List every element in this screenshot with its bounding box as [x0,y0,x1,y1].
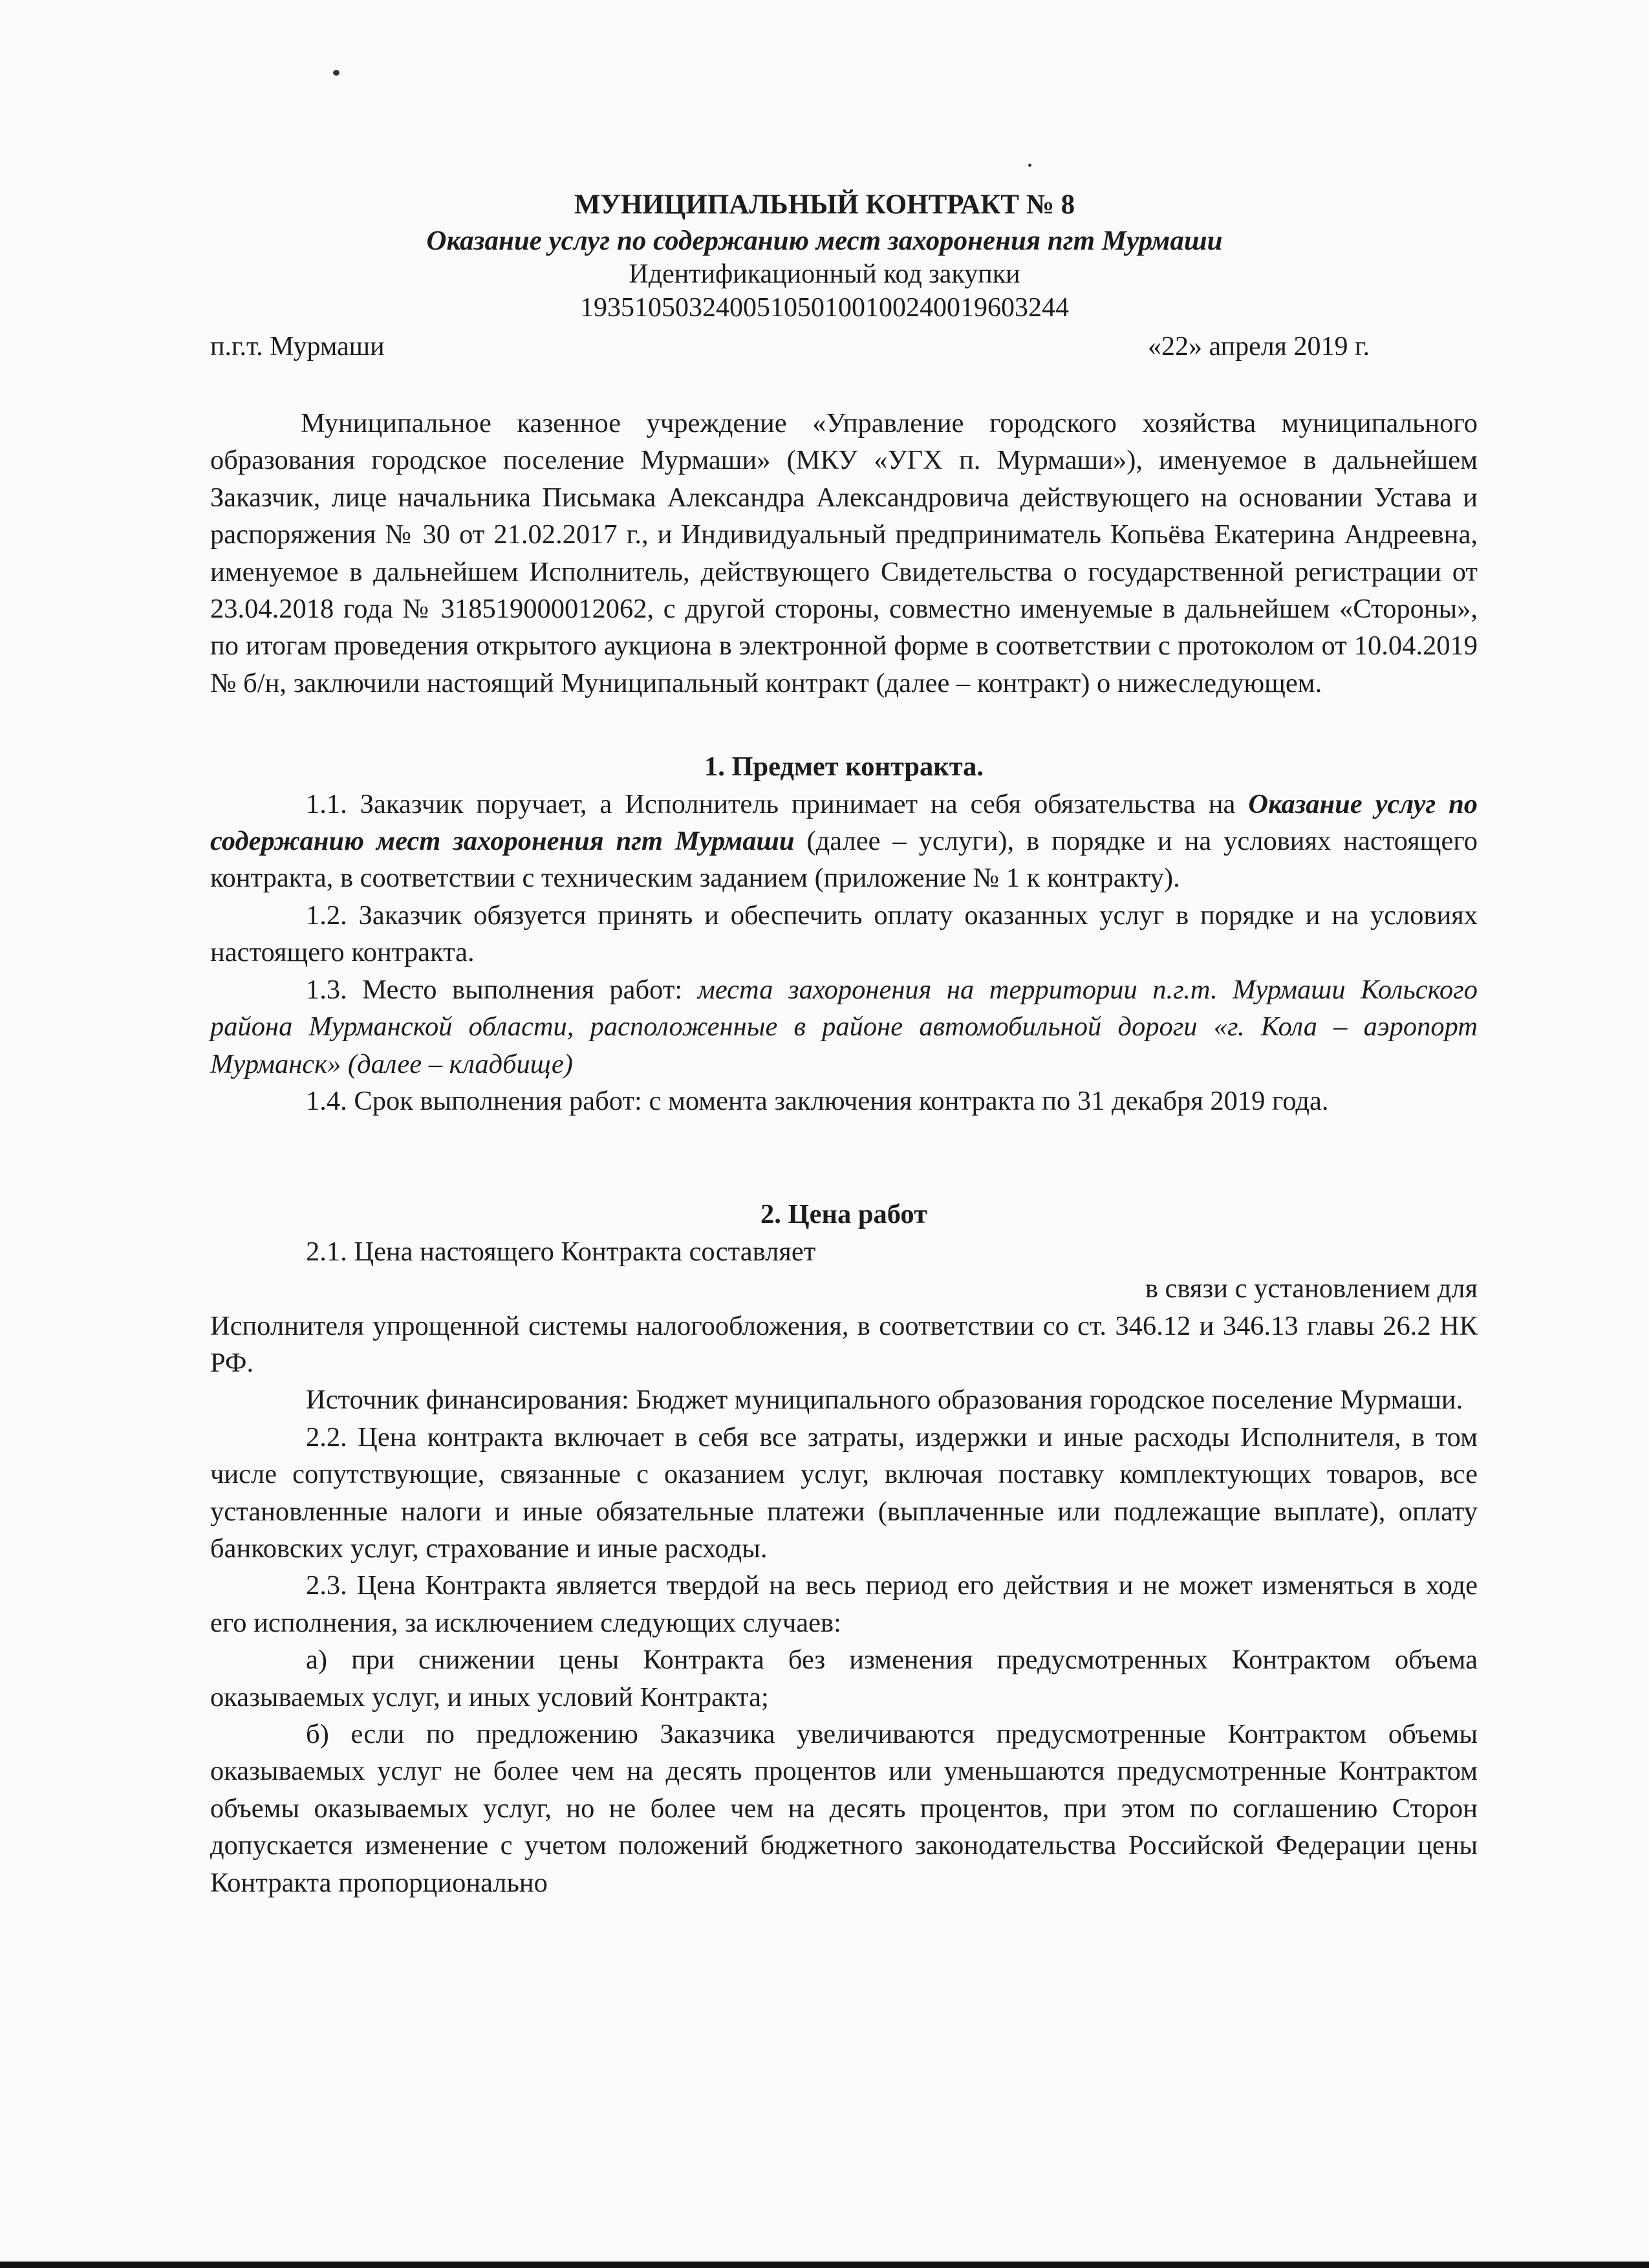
section-2-heading: 2. Цена работ [760,1199,927,1230]
funding-source: Источник финансирования: Бюджет муниципального образования городское поселение Мурмаши. [306,1385,1463,1416]
clause-1-1-text-c: (далее – услуги), в порядке и на условиях настоящего контракта, в соответствии с техническим заданием (приложение № 1 к контракту). [210,826,1478,894]
scan-speck [333,70,339,76]
clause-1-1-service-name: Оказание услуг по содержанию мест захоронения пгт Мурмаши [210,788,1478,857]
clause-1-3-location: места захоронения на территории п.г.т. Мурмаши Кольского района Мурманской области, расположенные в районе автомобильной дороги «г. Кола – аэропорт Мурманск» (далее – кладбище) [210,974,1478,1079]
clause-1-1 [210,786,1478,897]
contract-title: МУНИЦИПАЛЬНЫЙ КОНТРАКТ № 8 [574,189,1075,220]
clause-2-3: 2.3. Цена Контракта является твердой на весь период его действия и не может изменяться в ходе его исполнения, за исключением следующих случаев: [210,1570,1478,1638]
contract-body [210,405,1478,1901]
contract-date: «22» апреля 2019 г. [1148,332,1370,362]
clause-2-1-rest: Исполнителя упрощенной системы налогообложения, в соответствии со ст. 346.12 и 346.13 главы 26.2 НК РФ. [210,1310,1478,1378]
clause-1-2: 1.2. Заказчик обязуется принять и обеспечить оплату оказанных услуг в порядке и на условиях настоящего контракта. [210,900,1478,968]
clause-1-4: 1.4. Срок выполнения работ: с момента заключения контракта по 31 декабря 2019 года. [306,1085,1329,1116]
scan-bottom-edge [0,2262,1649,2268]
clause-1-1-text-a: 1.1. Заказчик поручает, а Исполнитель принимает на себя обязательства на [306,788,1249,819]
clause-1-3 [210,971,1478,1083]
clause-2-2: 2.2. Цена контракта включает в себя все затраты, издержки и иные расходы Исполнителя, в том числе сопутствующие, связанные с оказанием услуг, включая поставку комплектующих товаров, все установленные налоги и иные обязательные платежи (выплаченные или подлежащие выплате), оплату банковских услуг, страхование и иные расходы. [210,1421,1478,1564]
clause-1-3-label: 1.3. Место выполнения работ: [306,974,698,1005]
scan-speck [1028,164,1031,167]
contract-place: п.г.т. Мурмаши [210,332,385,362]
clause-2-1-tail: в связи с установлением для [1145,1273,1478,1304]
preamble-paragraph: Муниципальное казенное учреждение «Управление городского хозяйства муниципального образования городское поселение Мурмаши» (МКУ «УГХ п. Мурмаши»), именуемое в дальнейшем Заказчик, лице начальника Письмака Александра Александровича действующего на основании Устава и распоряжения № 30 от 21.02.2017 г., и Индивидуальный предприниматель Копьёва Екатерина Андреевна, именуемое в дальнейшем Исполнитель, действующего Свидетельства о государственной регистрации от 23.04.2018 года № 318519000012062, с другой стороны, совместно именуемые в дальнейшем «Стороны», по итогам проведения открытого аукциона в электронной форме в соответствии с протоколом от 10.04.2019 № б/н, заключили настоящий Муниципальный контракт (далее – контракт) о нижеследующем. [210,408,1478,698]
clause-2-1-first-line: 2.1. Цена настоящего Контракта составляет [306,1236,816,1267]
procurement-id-label: Идентификационный код закупки [629,259,1020,289]
clause-2-3-a: а) при снижении цены Контракта без изменения предусмотренных Контрактом объема оказываемых услуг, и иных условий Контракта; [210,1645,1478,1712]
contract-subtitle: Оказание услуг по содержанию мест захоронения пгт Мурмаши [426,226,1223,256]
procurement-id-code: 193510503240051050100100240019603244 [580,293,1069,323]
section-1-heading: 1. Предмет контракта. [704,751,984,783]
clause-2-3-b: б) если по предложению Заказчика увеличиваются предусмотренные Контрактом объемы оказываемых услуг не более чем на десять процентов или уменьшаются предусмотренные Контрактом объемы оказываемых услуг, но не более чем на десять процентов, при этом по соглашению Сторон допускается изменение с учетом положений бюджетного законодательства Российской Федерации цены Контракта пропорционально [210,1719,1478,1898]
